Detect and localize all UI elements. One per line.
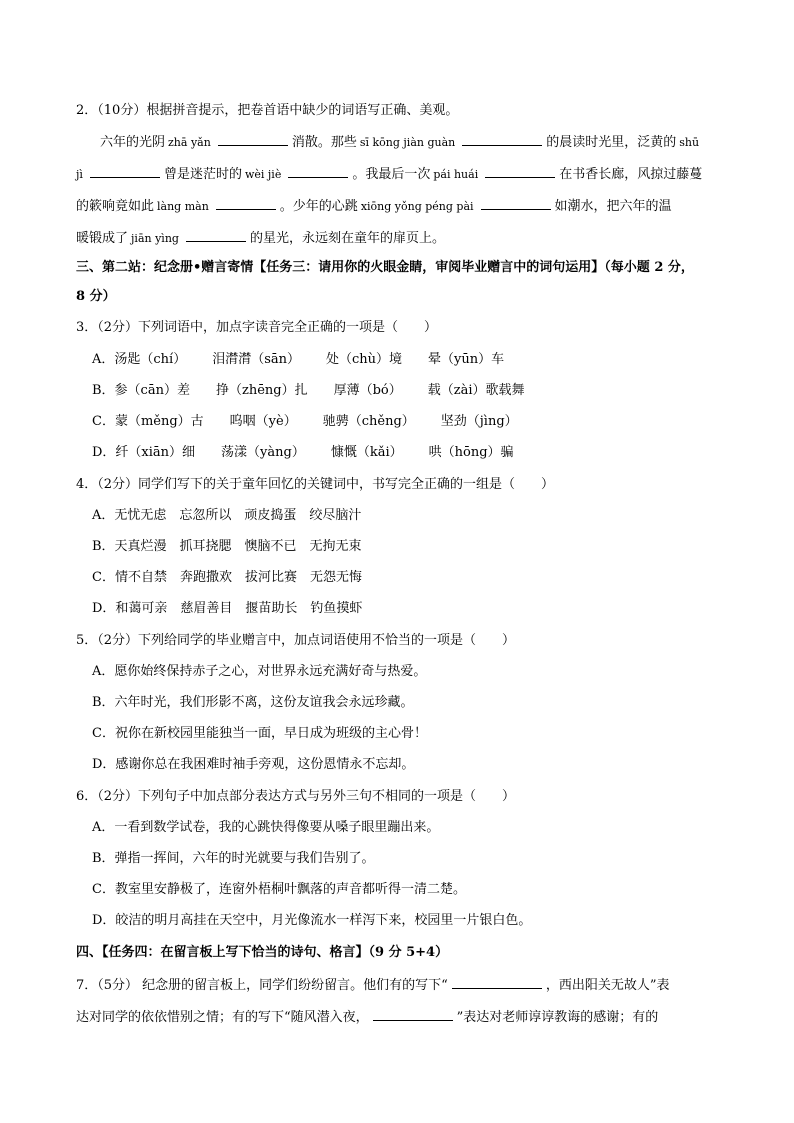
section-4-header: 四、【任务四：在留言板上写下恰当的诗句、格言】（9 分 5+4）	[76, 945, 449, 960]
pinyin: wèi jiè	[244, 168, 282, 181]
pinyin: làng màn	[157, 200, 209, 213]
q5-stem: 5．（2分）下列给同学的毕业赠言中，加点词语使用不恰当的一项是（ ）	[76, 633, 516, 648]
q5-option-b[interactable]: B．六年时光，我们形影不离，这份友谊我会永远珍藏。	[92, 695, 414, 710]
pinyin: jiān yìng	[131, 232, 179, 245]
answer-blank[interactable]	[481, 195, 551, 210]
answer-blank[interactable]	[373, 1006, 453, 1021]
q2-line-1: 六年的光阴 zhā yǎn 消散。那些 sī kōng jiàn guàn 的晨读时光里，泛黄的 shū	[100, 131, 702, 153]
q5-option-a[interactable]: A．愿你始终保持赤子之心，对世界永远充满好奇与热爱。	[92, 664, 427, 679]
q6-option-c[interactable]: C．教室里安静极了，连窗外梧桐叶飘落的声音都听得一清二楚。	[92, 882, 466, 897]
pinyin: zhā yǎn	[168, 136, 211, 149]
q3-option-c[interactable]: C．蒙（měng）古 呜咽（yè） 驰骋（chěng） 坚劲（jìng）	[92, 414, 518, 429]
q6-stem: 6．（2分）下列句子中加点部分表达方式与另外三句不相同的一项是（ ）	[76, 789, 516, 804]
q2-header: 2．（10分）根据拼音提示，把卷首语中缺少的词语写正确、美观。	[76, 103, 459, 118]
q5-option-c[interactable]: C．祝你在新校园里能独当一面，早日成为班级的主心骨！	[92, 726, 427, 741]
answer-blank[interactable]	[452, 974, 542, 989]
q2-line-4: 暖锻成了 jiān yìng 的星光，永远刻在童年的扉页上。	[76, 227, 445, 249]
section-3-header: 三、第二站：纪念册•赠言寄情【任务三：请用你的火眼金睛，审阅毕业赠言中的词句运用】（每小题 2 分，	[76, 260, 694, 275]
q4-option-c[interactable]: C．情不自禁 奔跑撒欢 拔河比赛 无怨无悔	[92, 570, 362, 585]
answer-blank[interactable]	[186, 227, 246, 242]
q4-option-b[interactable]: B．天真烂漫 抓耳挠腮 懊脑不已 无拘无束	[92, 539, 362, 554]
answer-blank[interactable]	[90, 163, 160, 178]
q2-line-3: 的簌响竟如此 làng màn 。少年的心跳 xiōng yǒng péng pài 如潮水，把六年的温	[76, 195, 672, 217]
answer-blank[interactable]	[216, 195, 276, 210]
answer-blank[interactable]	[218, 131, 288, 146]
pinyin: xiōng yǒng péng pài	[360, 200, 474, 213]
q3-option-b[interactable]: B．参（cān）差 挣（zhēng）扎 厚薄（bó） 载（zài）歌载舞	[92, 383, 525, 398]
q6-option-d[interactable]: D．皎洁的明月高挂在天空中，月光像流水一样泻下来，校园里一片银白色。	[92, 913, 532, 928]
section-3-header-cont: 8 分）	[76, 289, 116, 304]
q3-stem: 3．（2分）下列词语中，加点字读音完全正确的一项是（ ）	[76, 320, 438, 335]
q6-option-b[interactable]: B．弹指一挥间，六年的时光就要与我们告别了。	[92, 851, 375, 866]
q6-option-a[interactable]: A．一看到数学试卷，我的心跳快得像要从嗓子眼里蹦出来。	[92, 820, 440, 835]
pinyin: jì	[76, 168, 83, 181]
pinyin: sī kōng jiàn guàn	[359, 136, 456, 149]
pinyin: pái huái	[433, 168, 479, 181]
q5-option-d[interactable]: D．感谢你总在我困难时袖手旁观，这份恩情永不忘却。	[92, 757, 415, 772]
answer-blank[interactable]	[485, 163, 555, 178]
q4-option-d[interactable]: D．和蔼可亲 慈眉善目 揠苗助长 钓鱼摸虾	[92, 601, 363, 616]
q4-option-a[interactable]: A．无忧无虑 忘忽所以 顽皮捣蛋 绞尽脑汁	[92, 508, 362, 523]
pinyin: shū	[679, 136, 700, 149]
q7-line-2: 达对同学的依依惜别之情；有的写下“随风潜入夜， ”表达对老师谆谆教诲的感谢；有的	[76, 1006, 658, 1028]
q3-option-d[interactable]: D．纤（xiān）细 荡漾（yàng） 慷慨（kǎi） 哄（hōng）骗	[92, 445, 514, 460]
q3-option-a[interactable]: A．汤匙（chí） 泪潸潸（sān） 处（chù）境 晕（yūn）车	[92, 352, 505, 367]
q7-line-1: 7．（5分） 纪念册的留言板上，同学们纷纷留言。他们有的写下“ ，西出阳关无故人”表	[76, 974, 669, 996]
q4-stem: 4．（2分）同学们写下的关于童年回忆的关键词中，书写完全正确的一组是（ ）	[76, 477, 555, 492]
answer-blank[interactable]	[288, 163, 348, 178]
q2-line-2: jì 曾是迷茫时的 wèi jiè 。我最后一次 pái huái 在书香长廊，风掠过藤蔓	[76, 163, 702, 185]
answer-blank[interactable]	[462, 131, 542, 146]
